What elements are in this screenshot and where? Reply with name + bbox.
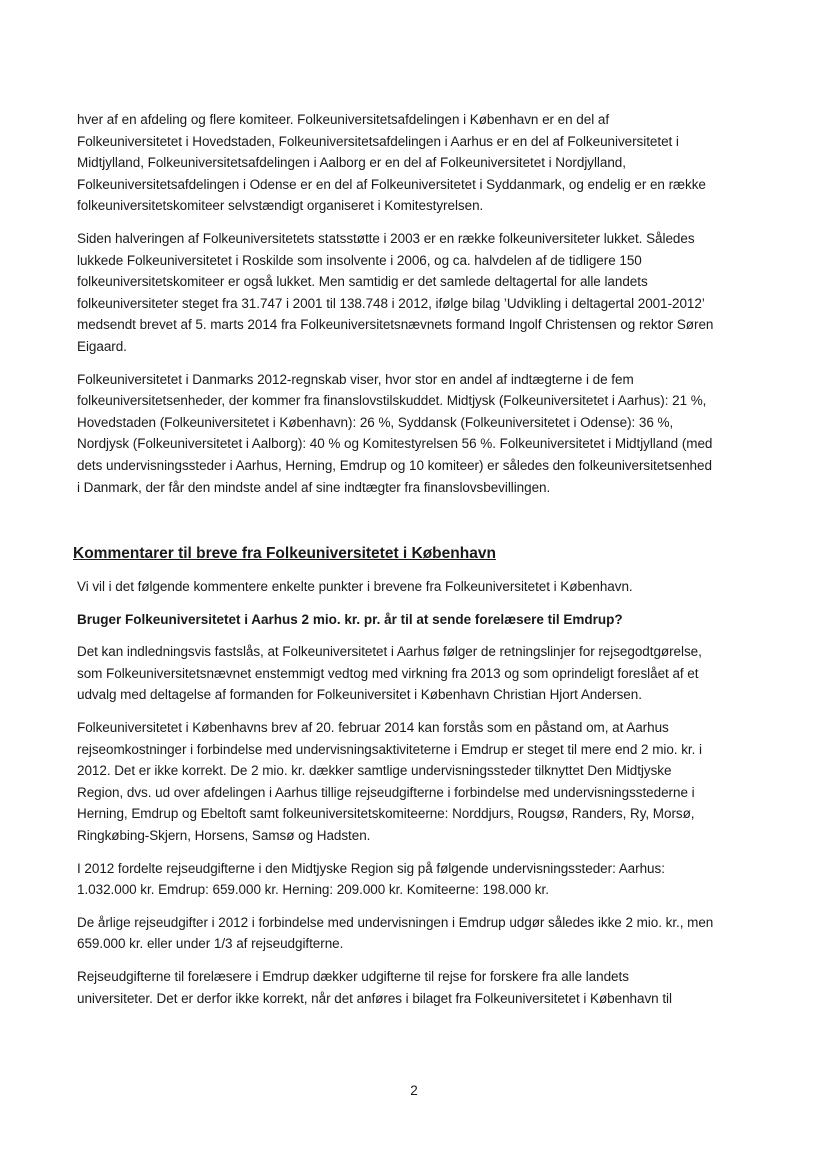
paragraph-regnskab: Folkeuniversitetet i Danmarks 2012-regnskab viser, hvor stor en andel af indtægterne i de fem folkeuniversitetsenheder, der kommer fra finanslovstilskuddet. Midtjysk (Folkeuniversitetet i Aarhus): 21 %, Hovedstaden (Folkeuniversitetet i København): 26 %, Syddansk (Folkeuniversitetet i Odense): 36 %, Nordjysk (Folkeuniversitetet i Aalborg): 40 % og Komitestyrelsen 56 %. Folkeuniversitetet i Midtjylland (med dets undervisningssteder i Aarhus, Herning, Emdrup og 10 komiteer) er således den folkeuniversitetsenhed i Danmark, der får den mindste andel af sine indtægter fra finanslovsbevillingen. [77, 371, 713, 495]
paragraph-intro: Vi vil i det følgende kommentere enkelte punkter i brevene fra Folkeuniversitetet i København. [77, 579, 633, 595]
page-number: 2 [410, 1083, 418, 1098]
paragraph-forelaesere: Rejseudgifterne til forelæsere i Emdrup dækker udgifterne til rejse for forskere fra alle landets universiteter. Det er derfor ikke korrekt, når det anføres i bilaget fra Folkeuniversitetet i København til [77, 969, 672, 1006]
paragraph-organisation: hver af en afdeling og flere komiteer. Folkeuniversitetsafdelingen i København er en del af Folkeuniversitetet i Hovedstaden, Folkeuniversitetsafdelingen i Aarhus er en del af Folkeuniversitetet i Midtjylland, Folkeuniversitetsafdelingen i Aalborg er en del af Folkeuniversitetet i Nordjylland, Folkeuniversitetsafdelingen i Odense er en del af Folkeuniversitetet i Syddanmark, og endelig er en række folkeuniversitetskomiteer selvstændigt organiseret i Komitestyrelsen. [77, 112, 706, 214]
paragraph-statsstoette: Siden halveringen af Folkeuniversitetets statsstøtte i 2003 er en række folkeuniversiteter lukket. Således lukkede Folkeuniversitetet i Roskilde som insolvente i 2006, og ca. halvdelen af de tidligere 150 folkeuniversitetskomiteer er også lukket. Men samtidig er det samlede deltagertal for alle landets folkeuniversiteter steget fra 31.747 i 2001 til 138.748 i 2012, ifølge bilag ’Udvikling i deltagertal 2001-2012’ medsendt brevet af 5. marts 2014 fra Folkeuniversitetsnævnets formand Ingolf Christensen og rektor Søren Eigaard. [77, 230, 714, 354]
paragraph-retningslinjer: Det kan indledningsvis fastslås, at Folkeuniversitetet i Aarhus følger de retningslinjer for rejsegodtgørelse, som Folkeuniversitetsnævnet enstemmigt vedtog med virkning fra 2013 og som oprindeligt foreslået af et udvalg med deltagelse af formanden for Folkeuniversitet i København Christian Hjort Andersen. [77, 644, 702, 703]
paragraph-fordeling-2012: I 2012 fordelte rejseudgifterne i den Midtjyske Region sig på følgende undervisningssteder: Aarhus: 1.032.000 kr. Emdrup: 659.000 kr. Herning: 209.000 kr. Komiteerne: 198.000 kr. [77, 860, 665, 898]
paragraph-brev-20-februar: Folkeuniversitetet i Københavns brev af 20. februar 2014 kan forstås som en påstand om, at Aarhus rejseomkostninger i forbindelse med undervisningsaktiviteterne i Emdrup er steget til mere end 2 mio. kr. i 2012. Det er ikke korrekt. De 2 mio. kr. dækker samtlige undervisningssteder tilknyttet Den Midtjyske Region, dvs. ud over afdelingen i Aarhus tillige rejseudgifterne i forbindelse med undervisningsstederne i Herning, Emdrup og Ebeltoft samt folkeuniversitetskomiteerne: Norddjurs, Rougsø, Randers, Ry, Morsø, Ringkøbing-Skjern, Horsens, Samsø og Hadsten. [77, 720, 702, 844]
paragraph-aarlige-rejseudgifter: De årlige rejseudgifter i 2012 i forbindelse med undervisningen i Emdrup udgør således ikke 2 mio. kr., men 659.000 kr. eller under 1/3 af rejseudgifterne. [77, 914, 714, 952]
subheading-question: Bruger Folkeuniversitetet i Aarhus 2 mio. kr. pr. år til at sende forelæsere til Emdrup? [77, 611, 623, 627]
document-body [73, 109, 749, 1020]
section-heading: Kommentarer til breve fra Folkeuniversitetet i København [73, 545, 496, 563]
